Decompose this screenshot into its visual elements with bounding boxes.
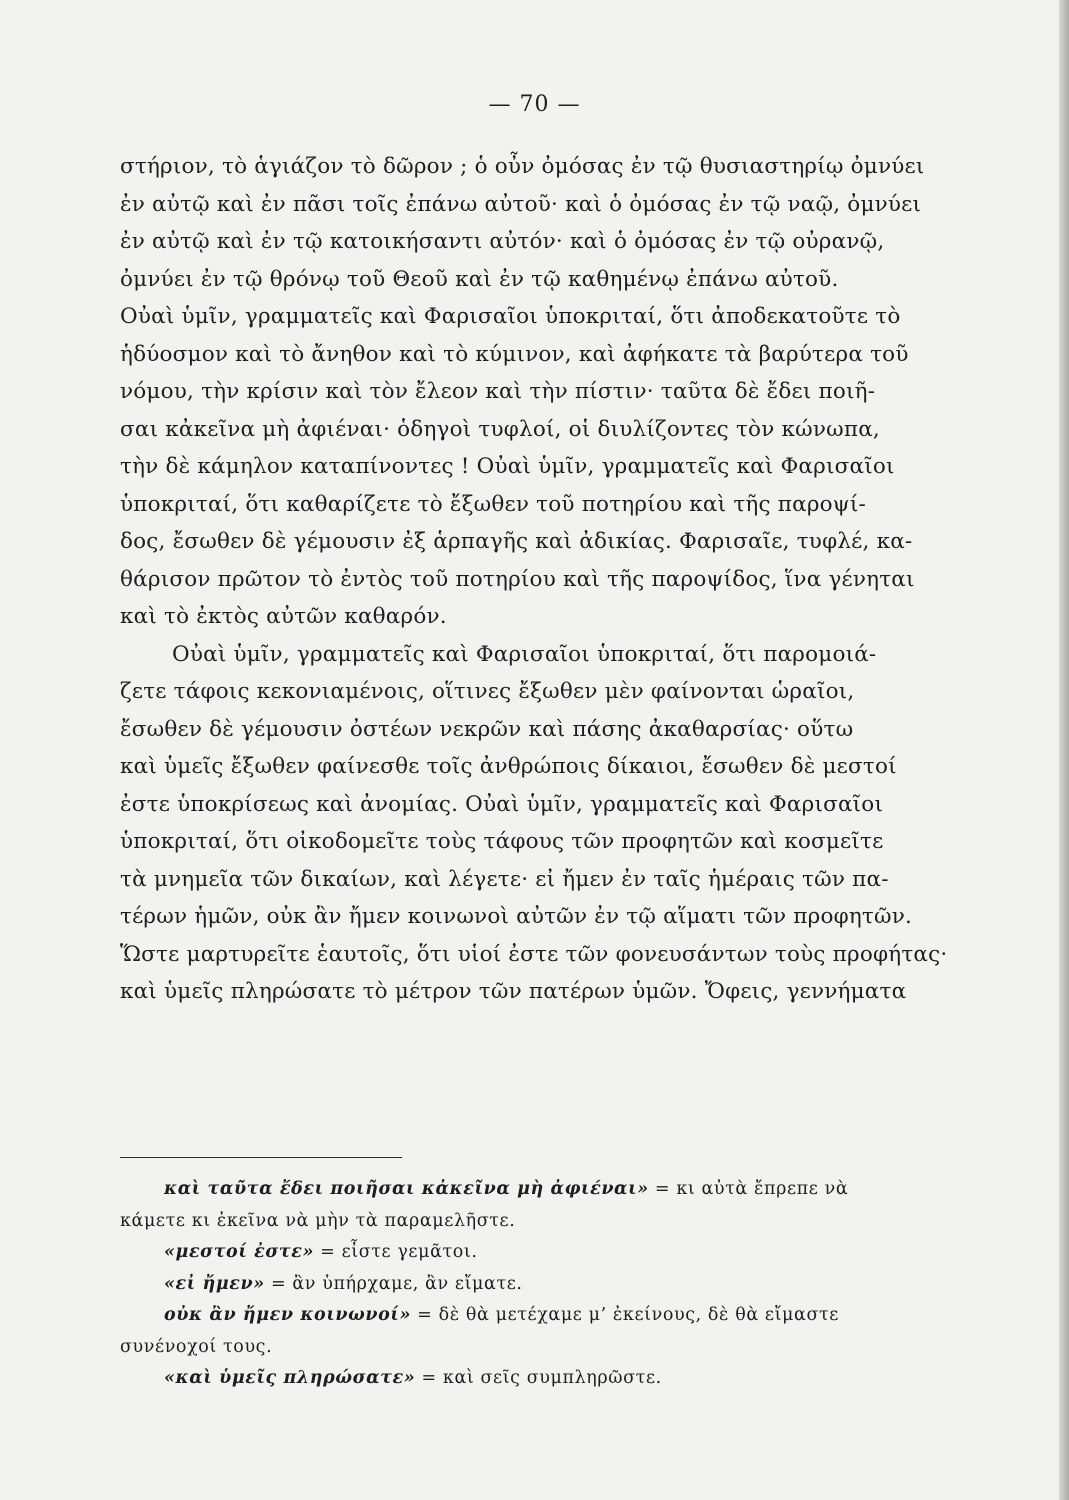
text-line: τὰ μνημεῖα τῶν δικαίων, καὶ λέγετε· εἰ ἤμεν ἐν ταῖς ἡμέραις τῶν πα- bbox=[120, 866, 889, 892]
text-line: ὑποκριταί, ὅτι οἰκοδομεῖτε τοὺς τάφους τῶν προφητῶν καὶ κοσμεῖτε bbox=[120, 829, 884, 854]
footnote-divider bbox=[120, 1157, 402, 1158]
page-edge bbox=[1059, 0, 1069, 1500]
text-line: θάρισον πρῶτον τὸ ἐντὸς τοῦ ποτηρίου καὶ τῆς παροψίδος, ἵνα γένηται bbox=[120, 566, 915, 592]
footnote-text: = καὶ σεῖς συμπληρῶστε. bbox=[415, 1368, 662, 1388]
body-text bbox=[120, 148, 1050, 1011]
footnote-line bbox=[120, 1300, 1055, 1332]
footnote-term: «καὶ ὑμεῖς πληρώσατε» bbox=[164, 1368, 416, 1388]
footnote-term: οὐκ ἂν ἤμεν κοινωνοί» bbox=[164, 1305, 412, 1325]
text-line: καὶ ὑμεῖς πληρώσατε τὸ μέτρον τῶν πατέρων ὑμῶν. Ὄφεις, γεννήματα bbox=[120, 979, 907, 1004]
footnote-term: «μεστοί ἐστε» bbox=[164, 1242, 314, 1262]
footnote-line bbox=[120, 1174, 1055, 1206]
text-line: σαι κἀκεῖνα μὴ ἀφιέναι· ὁδηγοὶ τυφλοί, οἱ διυλίζοντες τὸν κώνωπα, bbox=[120, 416, 880, 442]
footnote-term: «εἰ ἤμεν» bbox=[164, 1273, 265, 1294]
text-line: ζετε τάφοις κεκονιαμένοις, οἵτινες ἔξωθεν μὲν φαίνονται ὡραῖοι, bbox=[120, 679, 855, 704]
footnote-term: καὶ ταῦτα ἔδει ποιῆσαι κἀκεῖνα μὴ ἀφιέναι» bbox=[164, 1179, 649, 1199]
text-line: στήριον, τὸ ἁγιάζον τὸ δῶρον ; ὁ οὖν ὀμόσας ἐν τῷ θυσιαστηρίῳ ὀμνύει bbox=[120, 154, 925, 179]
footnote-text: = δὲ θὰ μετέχαμε μ’ ἐκείνους, δὲ θὰ εἴμαστε bbox=[411, 1305, 839, 1325]
footnote-line bbox=[120, 1237, 1055, 1269]
text-line: Οὐαὶ ὑμῖν, γραμματεῖς καὶ Φαρισαῖοι ὑποκριταί, ὅτι ἀποδεκατοῦτε τὸ bbox=[120, 304, 901, 329]
footnote-text: = ἂν ὑπήρχαμε, ἂν εἴματε. bbox=[264, 1273, 523, 1294]
text-line: τὴν δὲ κάμηλον καταπίνοντες ! Οὐαὶ ὑμῖν, γραμματεῖς καὶ Φαρισαῖοι bbox=[120, 454, 895, 479]
footnote-text: κάμετε κι ἐκεῖνα νὰ μὴν τὰ παραμελῆστε. bbox=[120, 1210, 516, 1231]
footnote-text: = εἶστε γεμᾶτοι. bbox=[314, 1242, 478, 1262]
text-line: καὶ τὸ ἐκτὸς αὐτῶν καθαρόν. bbox=[120, 604, 447, 629]
footnote-line bbox=[120, 1206, 1055, 1238]
text-line: τέρων ἡμῶν, οὐκ ἂν ἤμεν κοινωνοὶ αὐτῶν ἐν τῷ αἵματι τῶν προφητῶν. bbox=[120, 904, 913, 929]
text-line: ἐν αὐτῷ καὶ ἐν τῷ κατοικήσαντι αὐτόν· καὶ ὁ ὀμόσας ἐν τῷ οὐρανῷ, bbox=[120, 229, 885, 254]
page-number: — 70 — bbox=[488, 92, 581, 117]
text-line: δος, ἔσωθεν δὲ γέμουσιν ἐξ ἁρπαγῆς καὶ ἀδικίας. Φαρισαῖε, τυφλέ, κα- bbox=[120, 529, 913, 554]
text-line: καὶ ὑμεῖς ἔξωθεν φαίνεσθε τοῖς ἀνθρώποις δίκαιοι, ἔσωθεν δὲ μεστοί bbox=[120, 754, 897, 779]
text-line: νόμου, τὴν κρίσιν καὶ τὸν ἔλεον καὶ τὴν πίστιν· ταῦτα δὲ ἔδει ποιῆ- bbox=[120, 379, 876, 404]
text-line: ἐν αὐτῷ καὶ ἐν πᾶσι τοῖς ἐπάνω αὐτοῦ· καὶ ὁ ὀμόσας ἐν τῷ ναῷ, ὀμνύει bbox=[120, 191, 922, 217]
text-line: ἡδύοσμον καὶ τὸ ἄνηθον καὶ τὸ κύμινον, καὶ ἀφήκατε τὰ βαρύτερα τοῦ bbox=[120, 341, 909, 367]
text-line: ἐστε ὑποκρίσεως καὶ ἀνομίας. Οὐαὶ ὑμῖν, γραμματεῖς καὶ Φαρισαῖοι bbox=[120, 791, 884, 817]
footnote-text: συνένοχοί τους. bbox=[120, 1336, 273, 1357]
footnotes bbox=[120, 1174, 1055, 1395]
footnote-line bbox=[120, 1332, 1055, 1364]
text-line: ὀμνύει ἐν τῷ θρόνῳ τοῦ Θεοῦ καὶ ἐν τῷ καθημένῳ ἐπάνω αὐτοῦ. bbox=[120, 266, 839, 292]
text-line: Ὥστε μαρτυρεῖτε ἑαυτοῖς, ὅτι υἱοί ἐστε τῶν φονευσάντων τοὺς προφήτας· bbox=[120, 941, 948, 967]
footnote-text: = κι αὐτὰ ἔπρεπε νὰ bbox=[648, 1179, 849, 1199]
footnote-line bbox=[120, 1363, 1055, 1395]
footnote-line bbox=[120, 1269, 1055, 1301]
text-line: Οὐαὶ ὑμῖν, γραμματεῖς καὶ Φαρισαῖοι ὑποκριταί, ὅτι παρομοιά- bbox=[172, 641, 877, 667]
text-line: ἔσωθεν δὲ γέμουσιν ὀστέων νεκρῶν καὶ πάσης ἀκαθαρσίας· οὕτω bbox=[120, 716, 854, 742]
text-line: ὑποκριταί, ὅτι καθαρίζετε τὸ ἔξωθεν τοῦ ποτηρίου καὶ τῆς παροψί- bbox=[120, 491, 866, 517]
